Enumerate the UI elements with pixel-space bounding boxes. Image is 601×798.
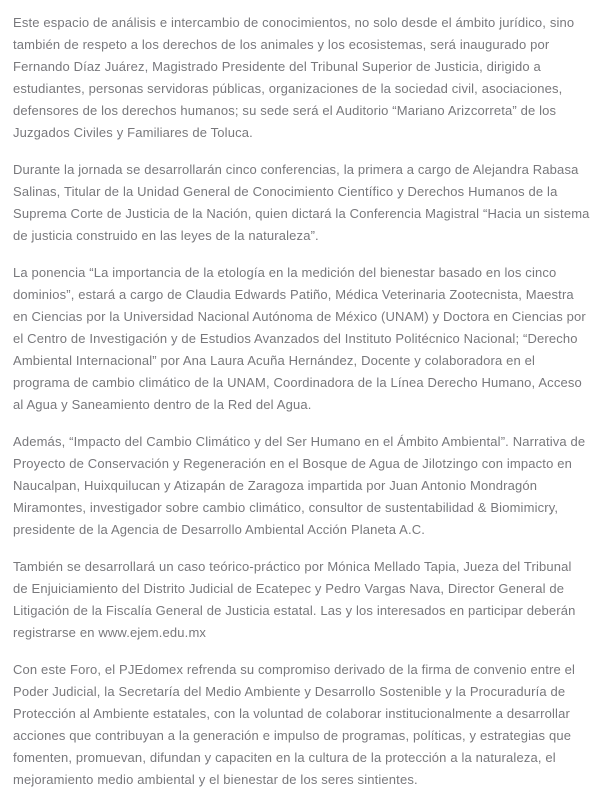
paragraph-climate-talk: Además, “Impacto del Cambio Climático y del Ser Humano en el Ámbito Ambiental”. Narrativa de Proyecto de Conservación y Regeneración en el Bosque de Agua de Jilotzingo con impacto en Naucalpan, Huixquilucan y Atizapán de Zaragoza impartida por Juan Antonio Mondragón Miramontes, investigador sobre cambio climático, consultor de sustentabilidad & Biomimicry, presidente de la Agencia de Desarrollo Ambiental Acción Planeta A.C.: [13, 434, 586, 537]
paragraph-inauguration: Este espacio de análisis e intercambio de conocimientos, no solo desde el ámbito jurídico, sino también de respeto a los derechos de los animales y los ecosistemas, será inaugurado por Fernando Díaz Juárez, Magistrado Presidente del Tribunal Superior de Justicia, dirigido a estudiantes, personas servidoras públicas, organizaciones de la sociedad civil, asociaciones, defensores de los derechos humanos; su sede será el Auditorio “Mariano Arizcorreta” de los Juzgados Civiles y Familiares de Toluca.: [13, 15, 575, 140]
paragraph-conferences: Durante la jornada se desarrollarán cinco conferencias, la primera a cargo de Alejandra Rabasa Salinas, Titular de la Unidad General de Conocimiento Científico y Derechos Humanos de la Suprema Corte de Justicia de la Nación, quien dictará la Conferencia Magistral “Hacia un sistema de justicia construido en las leyes de la naturaleza”.: [13, 162, 590, 243]
paragraph-registration: También se desarrollará un caso teórico-práctico por Mónica Mellado Tapia, Jueza del Tribunal de Enjuiciamiento del Distrito Judicial de Ecatepec y Pedro Vargas Nava, Director General de Litigación de la Fiscalía General de Justicia estatal. Las y los interesados en participar deberán registrarse en www.ejem.edu.mx: [13, 559, 576, 640]
paragraph-speakers: La ponencia “La importancia de la etología en la medición del bienestar basado en los cinco dominios”, estará a cargo de Claudia Edwards Patiño, Médica Veterinaria Zootecnista, Maestra en Ciencias por la Universidad Nacional Autónoma de México (UNAM) y Doctora en Ciencias por el Centro de Investigación y de Estudios Avanzados del Instituto Politécnico Nacional; “Derecho Ambiental Internacional” por Ana Laura Acuña Hernández, Docente y colaboradora en el programa de cambio climático de la UNAM, Coordinadora de la Línea Derecho Humano, Acceso al Agua y Saneamiento dentro de la Red del Agua.: [13, 265, 586, 412]
paragraph-commitment: Con este Foro, el PJEdomex refrenda su compromiso derivado de la firma de convenio entre el Poder Judicial, la Secretaría del Medio Ambiente y Desarrollo Sostenible y la Procuraduría de Protección al Ambiente estatales, con la voluntad de colaborar institucionalmente a desarrollar acciones que contribuyan a la generación e impulso de programas, políticas, y estrategias que fomenten, promuevan, difundan y capaciten en la cultura de la protección a la naturaleza, el mejoramiento medio ambiental y el bienestar de los seres sintientes.: [13, 662, 576, 787]
